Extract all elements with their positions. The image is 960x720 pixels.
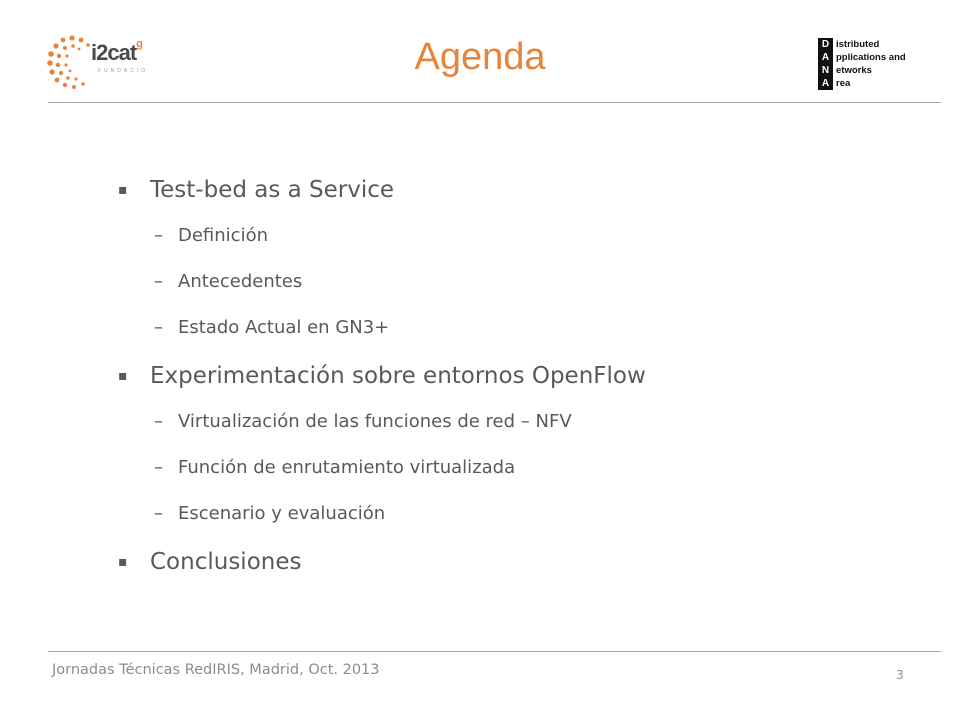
- bullet-icon: ▪: [118, 554, 128, 570]
- agenda-item: [118, 544, 898, 592]
- agenda-subitem-label: Antecedentes: [178, 271, 303, 292]
- agenda-subitem: [118, 406, 898, 452]
- i2cat-subtitle: FUNDACIO: [98, 68, 149, 74]
- slide-title: Agenda: [414, 36, 546, 78]
- agenda-list: [118, 172, 898, 592]
- agenda-item-label: Conclusiones: [150, 549, 302, 575]
- dash-icon: –: [154, 503, 163, 524]
- bullet-icon: ▪: [118, 368, 128, 384]
- dana-letter: D: [821, 39, 830, 50]
- agenda-subitem-label: Escenario y evaluación: [178, 503, 386, 524]
- header-divider: [48, 102, 941, 103]
- agenda-item-label: Test-bed as a Service: [150, 177, 395, 203]
- dana-logo: [818, 38, 938, 90]
- agenda-subitem-label: Función de enrutamiento virtualizada: [178, 457, 516, 478]
- dana-word: etworks: [836, 65, 872, 76]
- dana-letter: A: [821, 78, 830, 89]
- bullet-icon: ▪: [118, 182, 128, 198]
- dash-icon: –: [154, 411, 163, 432]
- footer-text: Jornadas Técnicas RedIRIS, Madrid, Oct. 2013: [52, 662, 380, 678]
- dash-icon: –: [154, 457, 163, 478]
- dana-words: [836, 38, 906, 90]
- agenda-subitem: [118, 452, 898, 498]
- i2cat-brand: i2cat$^g$: [91, 38, 142, 65]
- dash-icon: –: [154, 271, 163, 292]
- agenda-item-label: Experimentación sobre entornos OpenFlow: [150, 363, 646, 389]
- agenda-subitem: [118, 266, 898, 312]
- dana-letters: [818, 38, 833, 90]
- agenda-item: [118, 172, 898, 220]
- dash-icon: –: [154, 225, 163, 246]
- agenda-subitem: [118, 498, 898, 544]
- dana-letter: N: [821, 65, 830, 76]
- agenda-subitem-label: Definición: [178, 225, 268, 246]
- agenda-subitem: [118, 220, 898, 266]
- dana-word: istributed: [836, 39, 880, 50]
- dash-icon: –: [154, 317, 163, 338]
- footer-divider: [48, 651, 941, 652]
- agenda-subitem-label: Virtualización de las funciones de red – NFV: [178, 411, 572, 432]
- dana-letter: A: [821, 52, 830, 63]
- dana-word: rea: [836, 78, 851, 89]
- agenda-subitem-label: Estado Actual en GN3+: [178, 317, 390, 338]
- page-number: 3: [896, 668, 904, 682]
- agenda-subitem: [118, 312, 898, 358]
- dana-word: pplications and: [836, 52, 906, 63]
- agenda-item: [118, 358, 898, 406]
